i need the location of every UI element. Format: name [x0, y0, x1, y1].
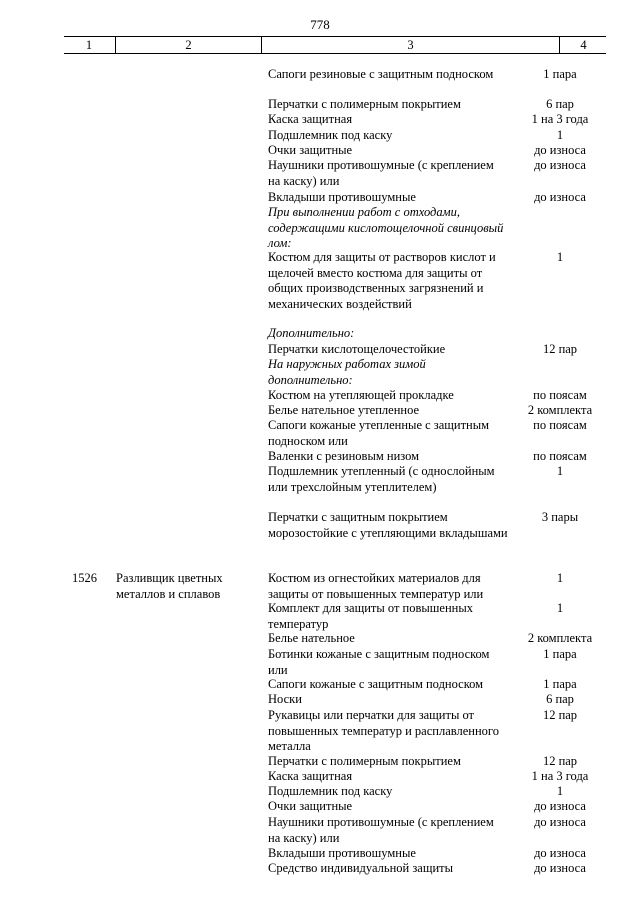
ppe-item-name: Валенки с резиновым низом	[268, 449, 420, 463]
ppe-item-name: Подшлемник утепленный (с однослойным или трехслойным утеплителем)	[268, 464, 495, 494]
issue-norm: 2 комплекта	[527, 403, 593, 417]
ppe-item-name: Наушники противошумные (с креплением на каску) или	[268, 158, 494, 188]
ppe-item-name: Средство индивидуальной защиты	[268, 861, 454, 875]
issue-norm: до износа	[534, 799, 586, 813]
issue-norm: до износа	[534, 861, 586, 875]
section-note: На наружных работах зимой дополнительно:	[268, 357, 426, 387]
ppe-item-name: Подшлемник под каску	[268, 128, 393, 142]
issue-norm: по поясам	[533, 388, 587, 402]
ppe-item-name: Сапоги кожаные с защитным подноском	[268, 677, 484, 691]
ppe-item-name: Белье нательное	[268, 631, 355, 645]
column-header-3: 3	[261, 37, 559, 53]
section-note: Дополнительно:	[268, 326, 355, 340]
ppe-item-name: Каска защитная	[268, 769, 353, 783]
issue-norm: 1	[556, 571, 564, 585]
issue-norm: 1	[556, 250, 564, 264]
issue-norm: до износа	[534, 158, 586, 172]
column-header-4: 4	[559, 37, 607, 53]
ppe-item-name: Ботинки кожаные с защитным подноском или	[268, 647, 490, 677]
issue-norm: 12 пар	[542, 754, 578, 768]
issue-norm: 1 на 3 года	[531, 112, 589, 126]
issue-norm: 1 пара	[543, 67, 577, 81]
ppe-item-name: Перчатки кислотощелочестойкие	[268, 342, 446, 356]
ppe-item-name: Каска защитная	[268, 112, 353, 126]
page-number: 778	[310, 17, 330, 32]
ppe-item-name: Вкладыши противошумные	[268, 190, 416, 204]
issue-norm: 1 пара	[543, 647, 577, 661]
issue-norm: 12 пар	[542, 708, 578, 722]
issue-norm: 3 пары	[541, 510, 579, 524]
issue-norm: 1	[556, 601, 564, 615]
issue-norm: 1	[556, 784, 564, 798]
ppe-item-name: Наушники противошумные (с креплением на каску) или	[268, 815, 494, 845]
issue-norm: по поясам	[533, 449, 587, 463]
issue-norm: 1 пара	[543, 677, 577, 691]
issue-norm: до износа	[534, 143, 586, 157]
issue-norm: 1	[556, 128, 564, 142]
ppe-item-name: Костюм для защиты от растворов кислот и щелочей вместо костюма для защиты от общих производственных загрязнений и механических воздействий	[268, 250, 496, 311]
ppe-item-name: Рукавицы или перчатки для защиты от повышенных температур и расплавленного металла	[268, 708, 499, 753]
ppe-item-name: Перчатки с защитным покрытием морозостойкие с утепляющими вкладышами	[268, 510, 508, 540]
ppe-item-name: Белье нательное утепленное	[268, 403, 420, 417]
issue-norm: до износа	[534, 190, 586, 204]
issue-norm: 1 на 3 года	[531, 769, 589, 783]
issue-norm: 6 пар	[546, 692, 574, 706]
ppe-item-name: Носки	[268, 692, 302, 706]
ppe-item-name: Перчатки с полимерным покрытием	[268, 97, 461, 111]
table-header	[64, 36, 606, 54]
ppe-item-name: Подшлемник под каску	[268, 784, 393, 798]
section-note: При выполнении работ с отходами, содержащими кислотощелочной свинцовый лом:	[268, 205, 504, 250]
column-header-1: 1	[85, 38, 93, 52]
issue-norm: 12 пар	[542, 342, 578, 356]
profession-name: Разливщик цветных металлов и сплавов	[116, 571, 223, 601]
ppe-item-name: Сапоги кожаные утепленные с защитным подноском или	[268, 418, 490, 448]
row-number: 1526	[72, 571, 97, 585]
ppe-item-name: Костюм из огнестойких материалов для защиты от повышенных температур или	[268, 571, 484, 601]
ppe-item-name: Вкладыши противошумные	[268, 846, 416, 860]
issue-norm: до износа	[534, 815, 586, 829]
column-header-2: 2	[115, 37, 261, 53]
issue-norm: 2 комплекта	[527, 631, 593, 645]
ppe-item-name: Костюм на утепляющей прокладке	[268, 388, 454, 402]
issue-norm: до износа	[534, 846, 586, 860]
issue-norm: 1	[556, 464, 564, 478]
ppe-item-name: Очки защитные	[268, 799, 353, 813]
ppe-item-name: Комплект для защиты от повышенных температур	[268, 601, 473, 631]
ppe-item-name: Сапоги резиновые с защитным подноском	[268, 67, 494, 81]
ppe-item-name: Перчатки с полимерным покрытием	[268, 754, 461, 768]
ppe-item-name: Очки защитные	[268, 143, 353, 157]
issue-norm: по поясам	[533, 418, 587, 432]
issue-norm: 6 пар	[546, 97, 574, 111]
